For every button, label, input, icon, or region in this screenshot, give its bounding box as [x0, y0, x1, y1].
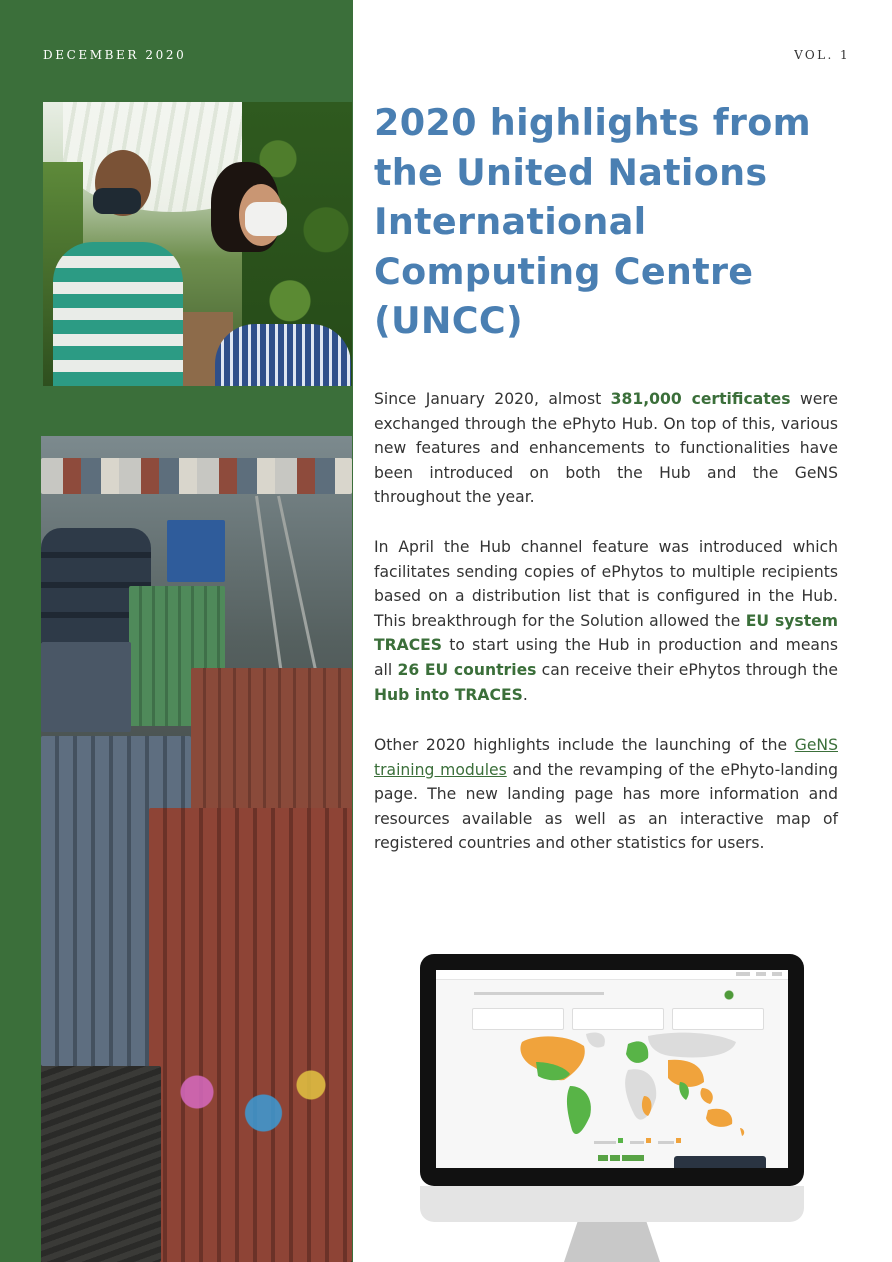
map-greenland	[586, 1033, 605, 1048]
p2-bold-traces: EU system TRACES	[374, 611, 838, 655]
map-nz	[740, 1128, 744, 1136]
worker-man	[53, 242, 183, 386]
map-africa	[625, 1069, 656, 1119]
p1-bold-certificates: 381,000 certificates	[610, 390, 791, 408]
p2-bold-countries: 26 EU countries	[397, 660, 537, 679]
worker-man-mask	[93, 188, 141, 214]
map-russia	[648, 1033, 736, 1058]
gray-boxcar-left	[41, 642, 131, 732]
brown-boxcar-mid	[191, 668, 352, 818]
p2-text-3: can receive their ePhytos through the	[536, 660, 838, 679]
greenhouse-photo	[43, 102, 352, 386]
paragraph-2	[374, 535, 838, 707]
map-south-america	[567, 1086, 591, 1134]
p2-text-2: to start using the Hub in production and means all	[374, 636, 838, 679]
rail-yard-photo	[41, 436, 352, 1262]
map-button-3	[622, 1155, 644, 1161]
graffiti	[159, 1036, 349, 1176]
brown-boxcar-front	[149, 808, 352, 1262]
map-se-asia	[700, 1088, 712, 1104]
issue-volume: VOL. 1	[794, 48, 850, 62]
p2-text-4: .	[522, 685, 528, 704]
paragraph-3	[374, 733, 838, 856]
p1-text-1: Since January 2020, almost	[374, 390, 611, 408]
monitor-screen	[436, 970, 788, 1168]
p3-text-2: and the revamping of the ePhyto-landing page. The new landing page has more information and resources available as well as an interactive map of registered countries and other statistics for users.	[374, 760, 839, 853]
gens-training-link[interactable]: GeNS training modules	[374, 736, 838, 779]
worker-woman-mask	[245, 202, 287, 236]
p2-bold-hub: Hub into TRACES	[374, 685, 523, 704]
map-legend	[594, 1138, 681, 1144]
map-europe	[626, 1041, 648, 1063]
p1-text-2: were exchanged through the ePhyto Hub. On top of this, various new features and enhancements to functionalities have been introduced on both the Hub and the GeNS throughout the year.	[374, 390, 838, 507]
map-button-2	[610, 1155, 620, 1161]
p2-text-1: In April the Hub channel feature was introduced which facilitates sending copies of ePhytos to multiple recipients based on a distribution list that is configured in the Hub. This breakthrough for the Solution allowed the	[374, 538, 838, 630]
monitor-chin	[420, 1186, 804, 1222]
gravel	[41, 1066, 161, 1262]
monitor-stand	[564, 1222, 660, 1262]
map-australia	[706, 1109, 732, 1127]
map-button-1	[598, 1155, 608, 1161]
blue-boxcar	[167, 520, 225, 582]
freight-car-row-top	[41, 458, 352, 494]
article-title: 2020 highlights from the United Nations International Computing Centre (UNCC)	[374, 101, 811, 342]
map-asia	[668, 1060, 704, 1087]
paragraph-1	[374, 387, 838, 510]
issue-date: DECEMBER 2020	[43, 48, 187, 62]
map-buttons	[598, 1146, 646, 1165]
worker-woman	[215, 324, 351, 386]
video-thumbnail	[674, 1156, 766, 1168]
p3-text-1: Other 2020 highlights include the launching of the	[374, 736, 795, 754]
